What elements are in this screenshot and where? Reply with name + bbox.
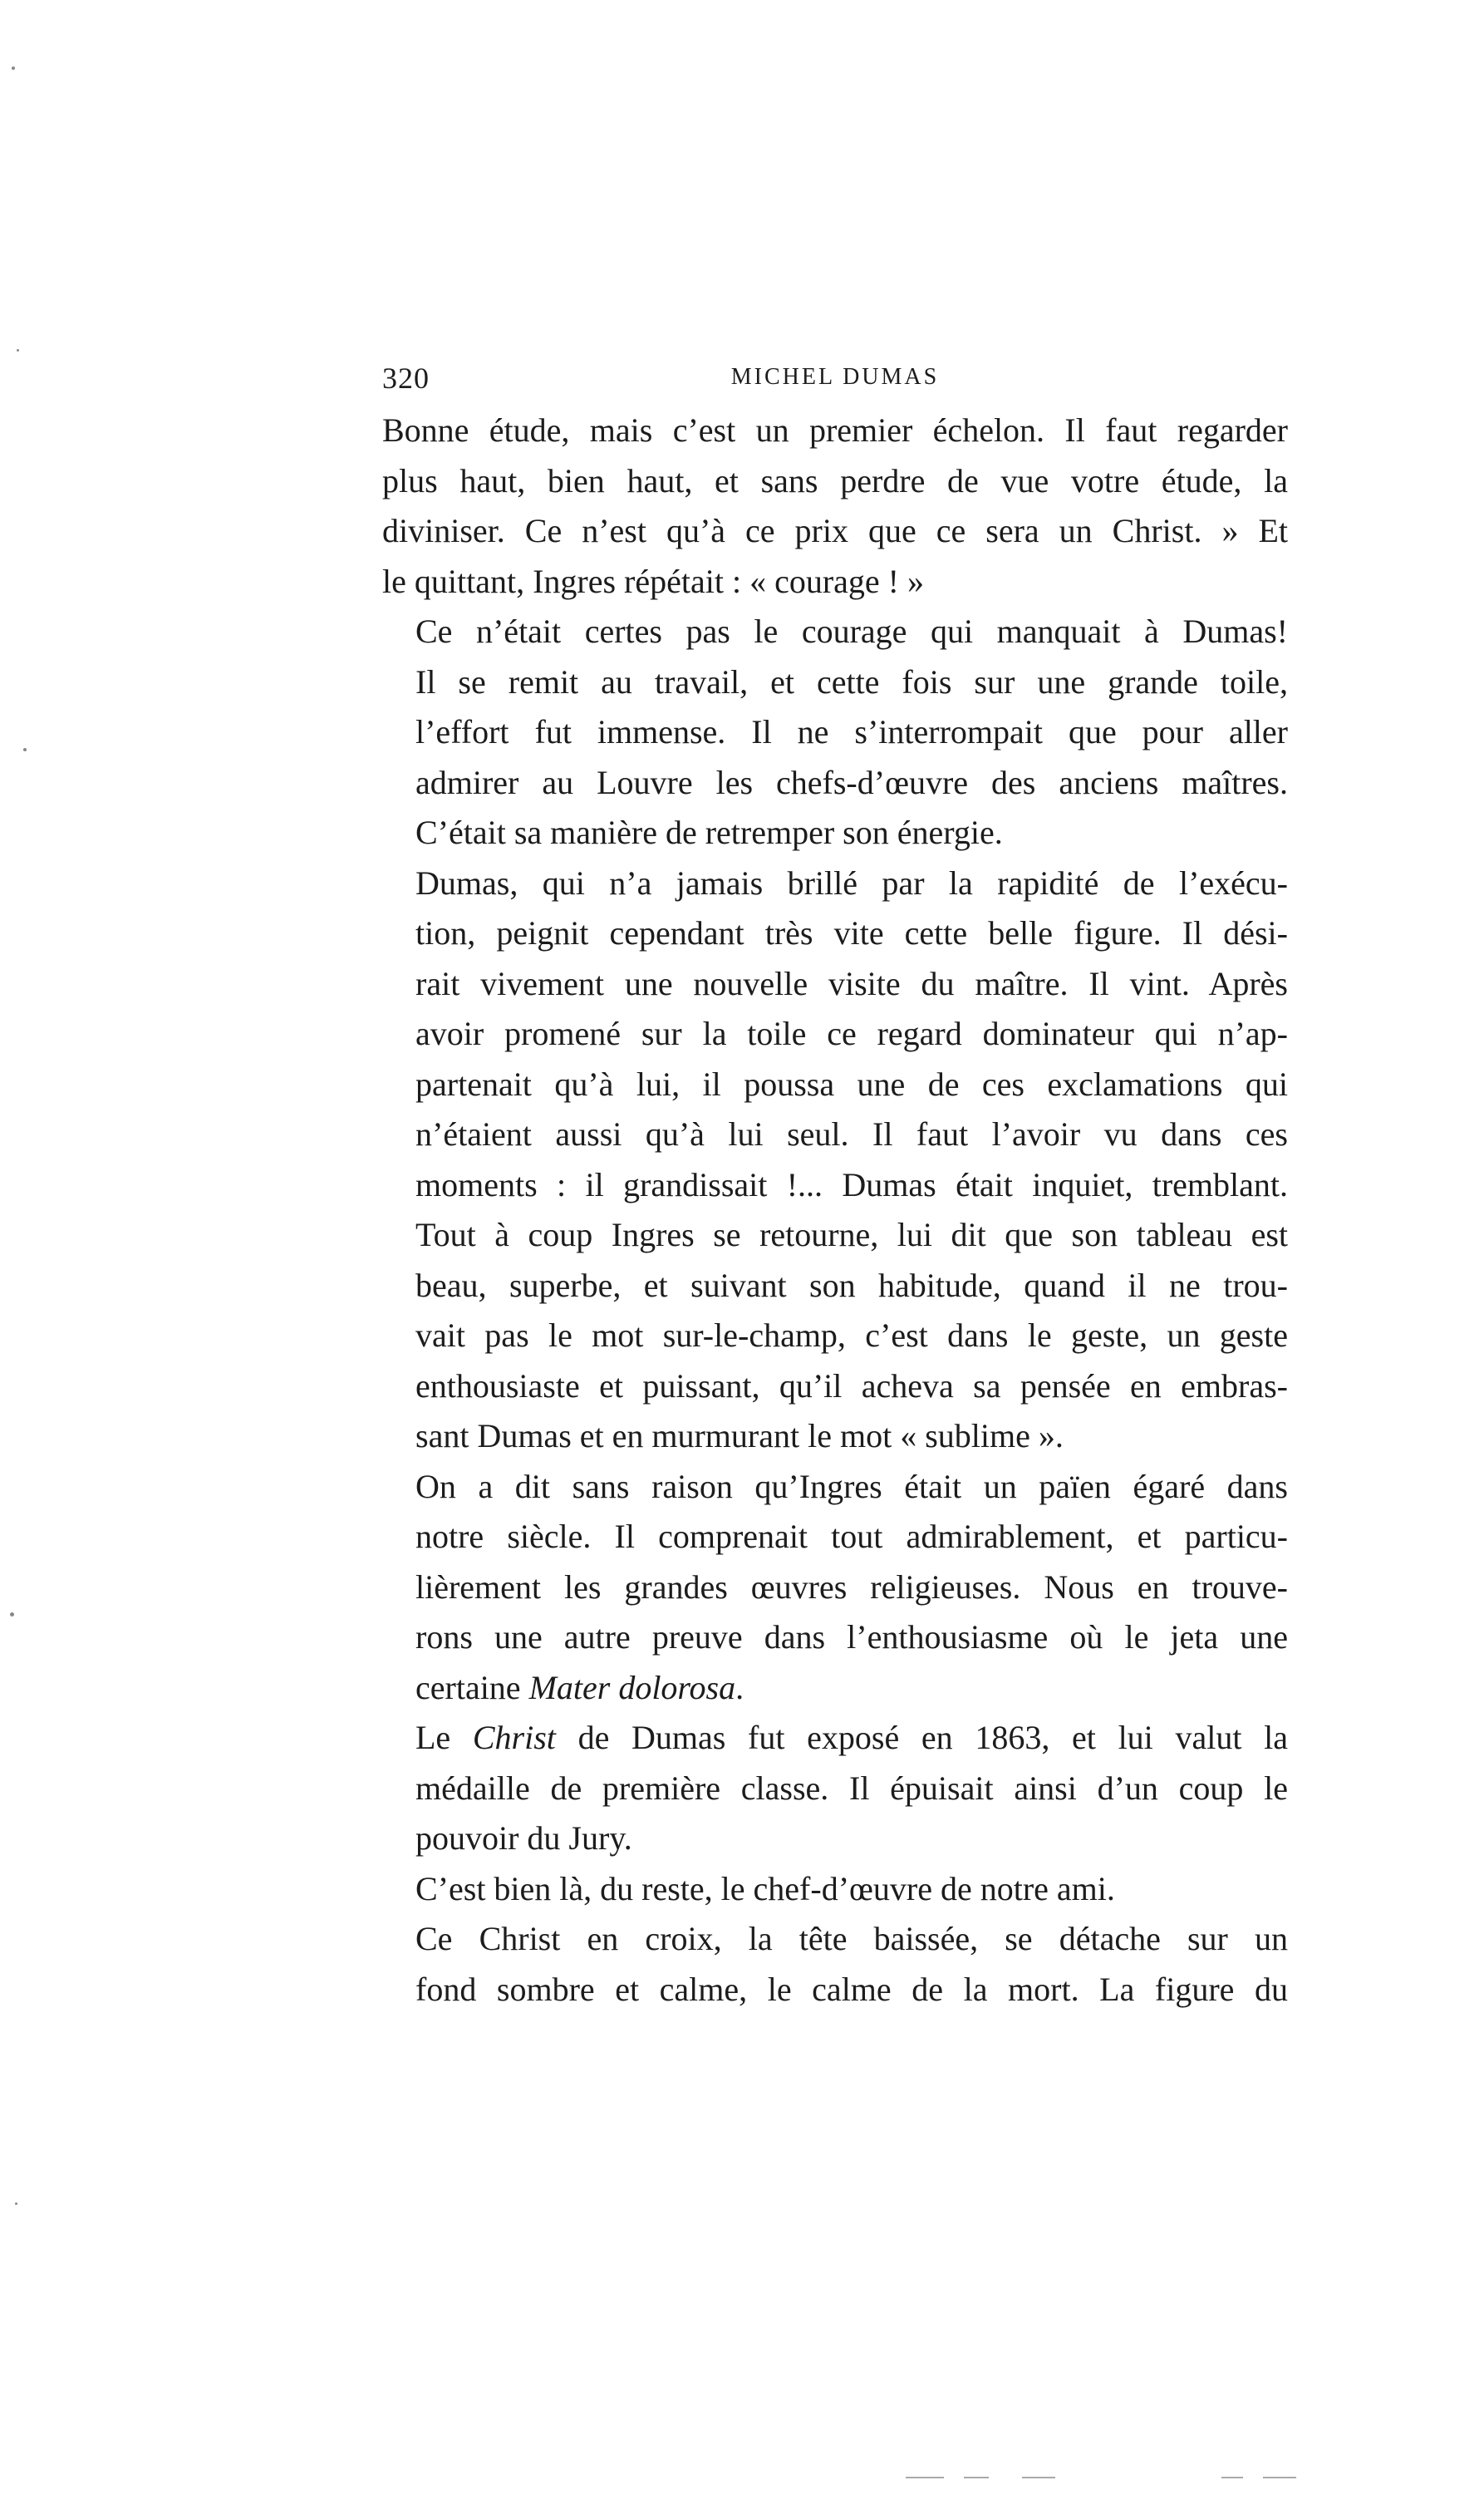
text-line: C’était sa manière de retremper son énergie. [415,814,1003,851]
text-line: diviniser. Ce n’est qu’à ce prix que ce sera un Christ. » Et [382,512,1288,549]
text-line: partenait qu’à lui, il poussa une de ces exclamations qui [415,1065,1288,1103]
text-line: pouvoir du Jury. [415,1819,632,1857]
scan-edge-mark [1221,2477,1243,2478]
scan-edge-mark [964,2477,989,2478]
paragraph [382,1914,1288,2015]
scan-speck [12,66,15,70]
text-line: rait vivement une nouvelle visite du maître. Il vint. Après [415,964,1288,1002]
scan-edge-mark [1263,2477,1296,2478]
text-line: vait pas le mot sur-le-champ, c’est dans le geste, un geste [415,1316,1288,1354]
text-line: C’est bien là, du reste, le chef-d’œuvre de notre ami. [415,1869,1115,1907]
paragraph [382,1864,1288,1915]
text-line: Ce Christ en croix, la tête baissée, se détache sur un [415,1920,1288,1957]
text-line: avoir promené sur la toile ce regard dominateur qui n’ap- [415,1015,1288,1052]
text-line: Ce n’était certes pas le courage qui manquait à Dumas! [415,613,1288,650]
body-text [382,406,1288,2015]
running-head [382,361,1288,402]
text-line: enthousiaste et puissant, qu’il acheva sa pensée en embras- [415,1366,1288,1405]
text-line: Dumas, qui n’a jamais brillé par la rapidité de l’exécu- [415,864,1288,902]
scan-speck [15,2202,17,2205]
scan-speck [17,349,19,352]
scan-speck [10,1612,14,1617]
text-line: admirer au Louvre les chefs-d’œuvre des anciens maîtres. [415,763,1288,801]
paragraph [382,1462,1288,1714]
text-line: plus haut, bien haut, et sans perdre de vue votre étude, la [382,461,1288,499]
text-line: moments : il grandissait !... Dumas était inquiet, tremblant. [415,1165,1288,1203]
text-line: l’effort fut immense. Il ne s’interrompait que pour aller [415,713,1288,750]
text-line: lièrement les grandes œuvres religieuses. Nous en trouve- [415,1567,1288,1606]
text-line: sant Dumas et en murmurant le mot « sublime ». [415,1417,1064,1454]
running-title: MICHEL DUMAS [730,364,940,390]
text-line: certaine Mater dolorosa. [415,1668,744,1706]
scan-speck [23,748,27,751]
text-line: rons une autre preuve dans l’enthousiasme où le jeta une [415,1618,1288,1656]
text-line: Tout à coup Ingres se retourne, lui dit que son tableau est [415,1216,1288,1253]
scan-edge-mark [906,2477,944,2478]
text-line: n’étaient aussi qu’à lui seul. Il faut l’avoir vu dans ces [415,1115,1288,1153]
paragraph [382,607,1288,859]
text-line: beau, superbe, et suivant son habitude, quand il ne trou- [415,1266,1288,1304]
paragraph [382,406,1288,607]
text-line: le quittant, Ingres répétait : « courage ! » [382,562,924,600]
scan-edge-mark [1022,2477,1055,2478]
text-line: notre siècle. Il comprenait tout admirablement, et particu- [415,1518,1288,1555]
paragraph [382,1713,1288,1864]
text-line: Bonne étude, mais c’est un premier échelon. Il faut regarder [382,411,1288,449]
text-line: fond sombre et calme, le calme de la mort. La figure du [415,1970,1288,2008]
text-line: On a dit sans raison qu’Ingres était un païen égaré dans [415,1467,1288,1505]
text-line: Le Christ de Dumas fut exposé en 1863, et lui valut la [415,1719,1289,1756]
paragraph [382,859,1288,1462]
text-line: tion, peignit cependant très vite cette belle figure. Il dési- [415,914,1288,952]
page-number: 320 [382,362,430,395]
text-line: Il se remit au travail, et cette fois sur une grande toile, [415,662,1288,701]
text-line: médaille de première classe. Il épuisait ainsi d’un coup le [415,1769,1288,1807]
